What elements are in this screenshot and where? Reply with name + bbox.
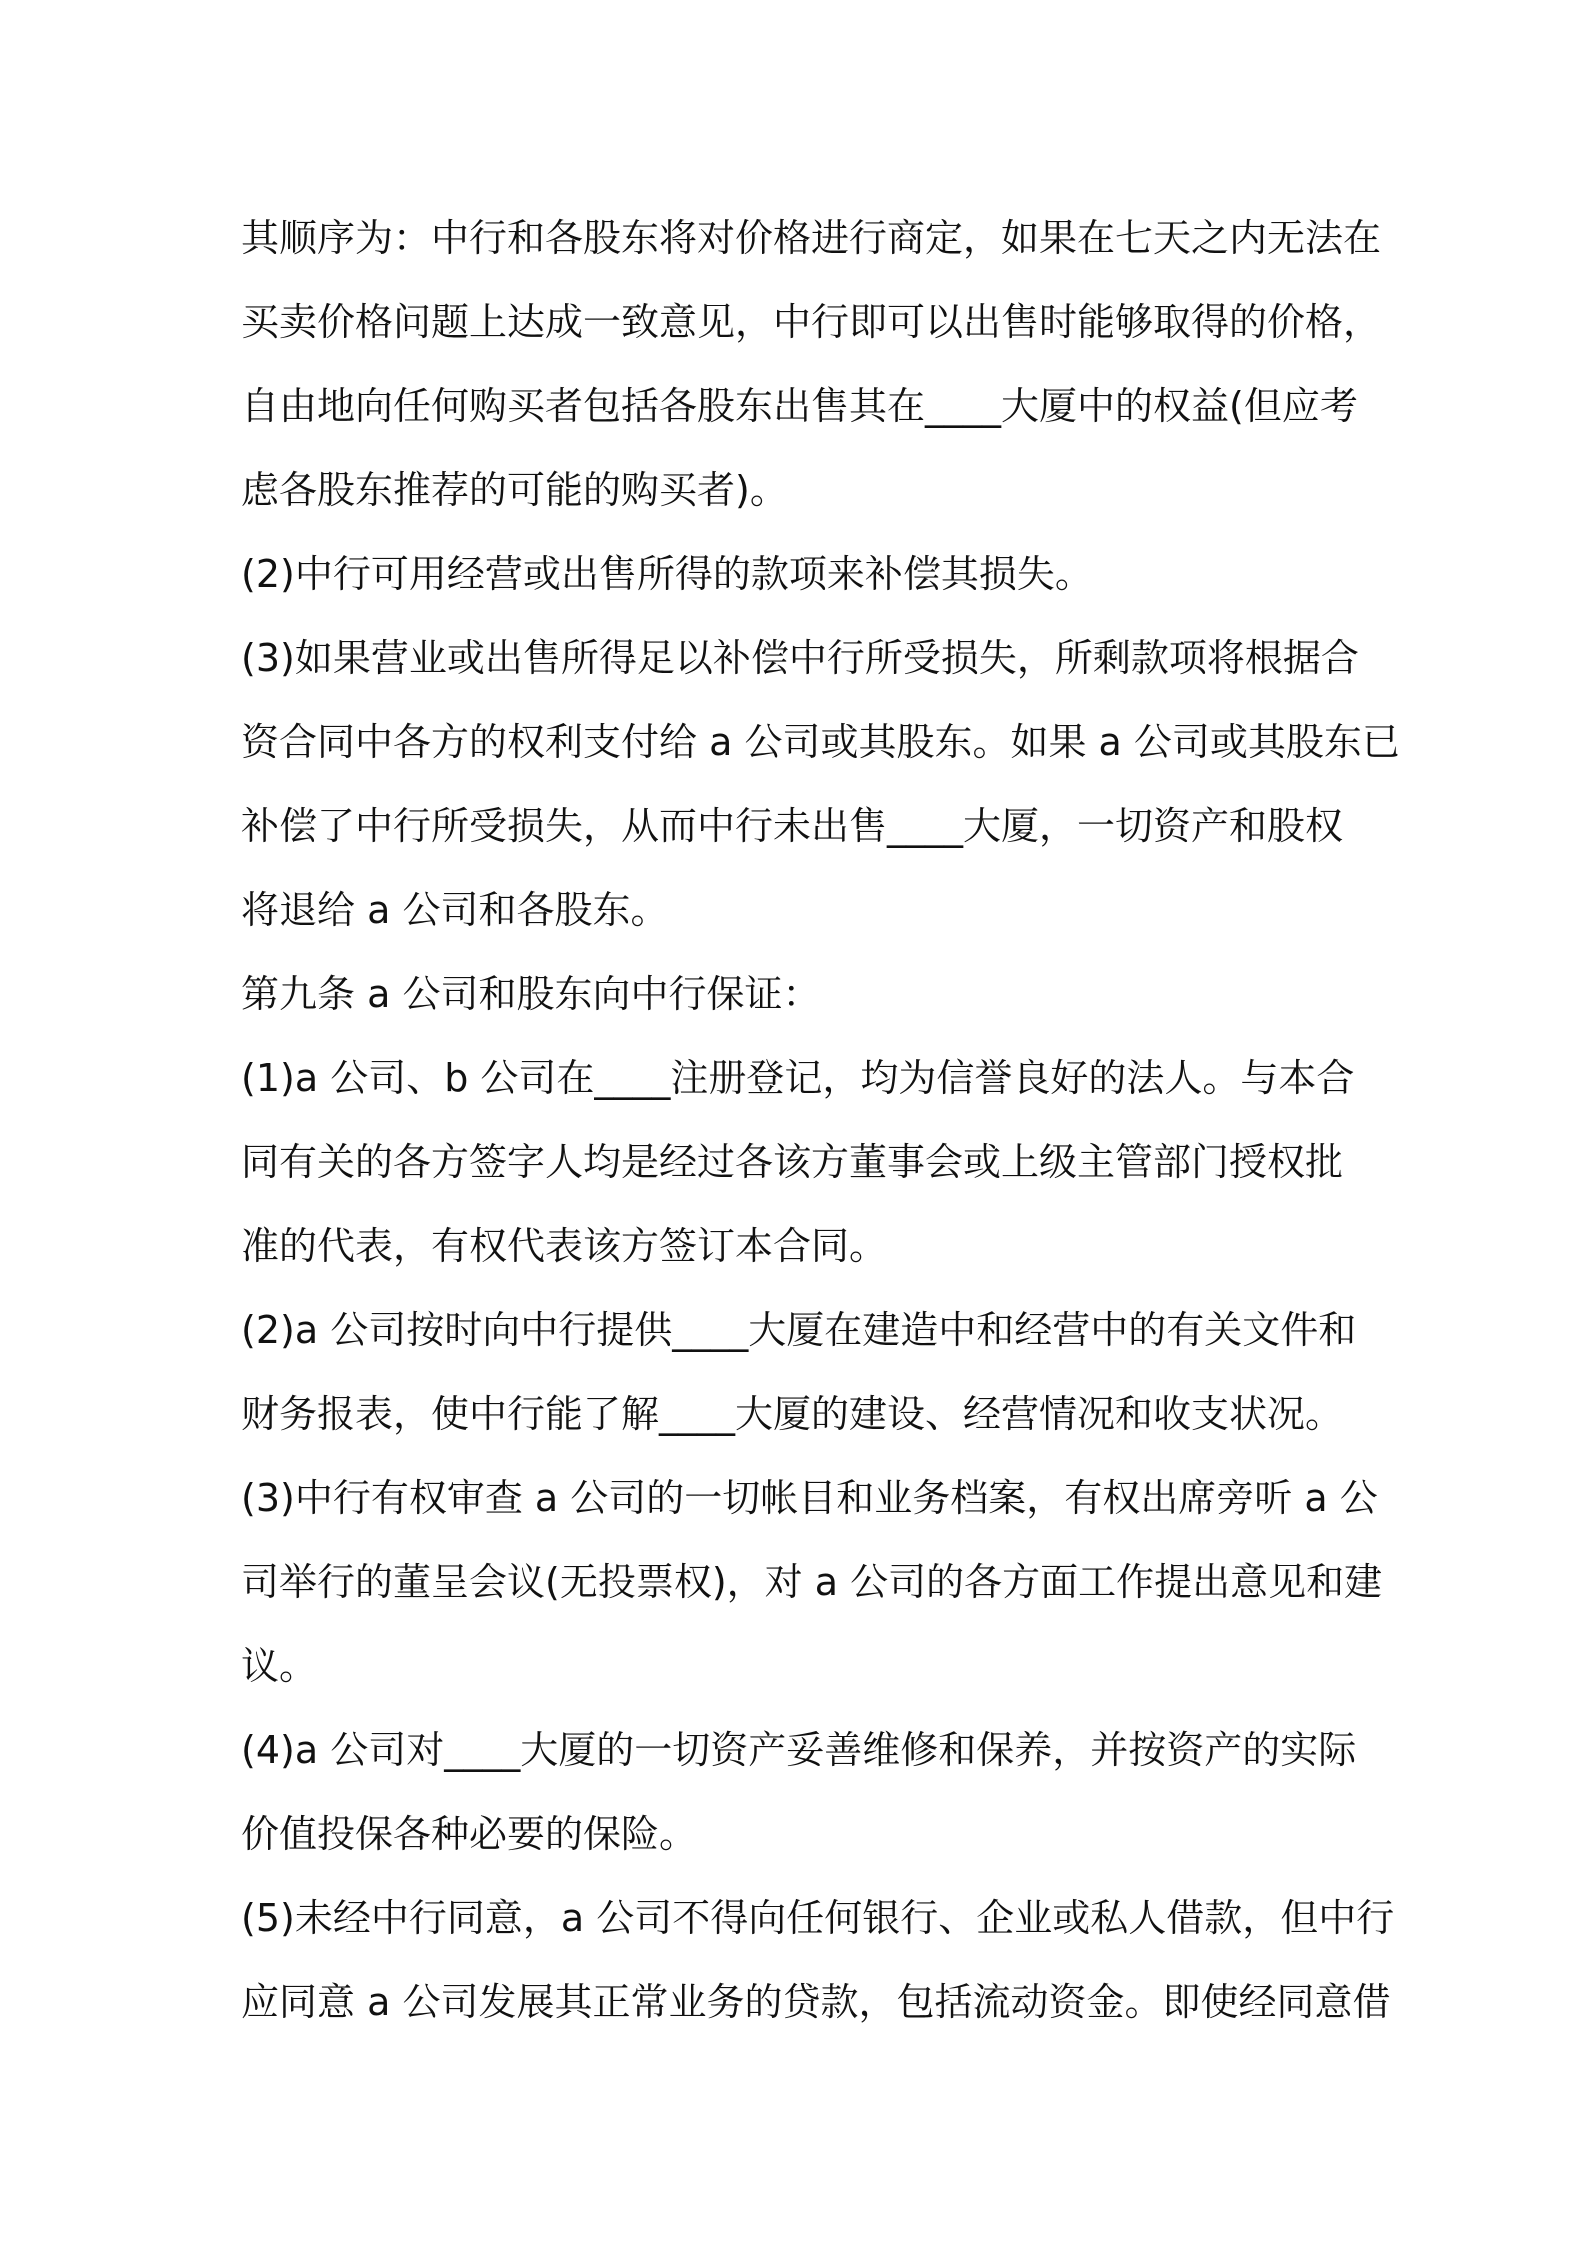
text-line: 应同意 a 公司发展其正常业务的贷款，包括流动资金。即使经同意借 bbox=[241, 1980, 1391, 2024]
text-line: 准的代表，有权代表该方签订本合同。 bbox=[241, 1224, 888, 1268]
text-line: 议。 bbox=[241, 1644, 318, 1688]
text-line: 财务报表，使中行能了解____大厦的建设、经营情况和收支状况。 bbox=[241, 1392, 1344, 1436]
text-line: 将退给 a 公司和各股东。 bbox=[241, 888, 669, 932]
text-line: (3)中行有权审查 a 公司的一切帐目和业务档案，有权出席旁听 a 公 bbox=[241, 1476, 1378, 1520]
section-heading: 第九条 a 公司和股东向中行保证： bbox=[241, 972, 821, 1016]
text-line: 买卖价格问题上达成一致意见，中行即可以出售时能够取得的价格， bbox=[241, 300, 1382, 344]
text-line: 虑各股东推荐的可能的购买者)。 bbox=[241, 468, 788, 512]
text-line: (1)a 公司、b 公司在____注册登记，均为信誉良好的法人。与本合 bbox=[241, 1056, 1355, 1100]
text-line: 其顺序为：中行和各股东将对价格进行商定，如果在七天之内无法在 bbox=[241, 216, 1382, 260]
text-line: 司举行的董呈会议(无投票权)，对 a 公司的各方面工作提出意见和建 bbox=[241, 1560, 1383, 1604]
text-line: 资合同中各方的权利支付给 a 公司或其股东。如果 a 公司或其股东已 bbox=[241, 720, 1400, 764]
text-line: 同有关的各方签字人均是经过各该方董事会或上级主管部门授权批 bbox=[241, 1140, 1344, 1184]
text-line: (5)未经中行同意，a 公司不得向任何银行、企业或私人借款，但中行 bbox=[241, 1896, 1395, 1940]
document-body bbox=[241, 196, 1400, 2044]
text-line: 自由地向任何购买者包括各股东出售其在____大厦中的权益(但应考 bbox=[241, 384, 1358, 428]
text-line: 价值投保各种必要的保险。 bbox=[241, 1812, 698, 1856]
text-line: (4)a 公司对____大厦的一切资产妥善维修和保养，并按资产的实际 bbox=[241, 1728, 1357, 1772]
text-line: (3)如果营业或出售所得足以补偿中行所受损失，所剩款项将根据合 bbox=[241, 636, 1359, 680]
text-line: 补偿了中行所受损失，从而中行未出售____大厦，一切资产和股权 bbox=[241, 804, 1344, 848]
text-line: (2)a 公司按时向中行提供____大厦在建造中和经营中的有关文件和 bbox=[241, 1308, 1357, 1352]
text-line: (2)中行可用经营或出售所得的款项来补偿其损失。 bbox=[241, 552, 1093, 596]
